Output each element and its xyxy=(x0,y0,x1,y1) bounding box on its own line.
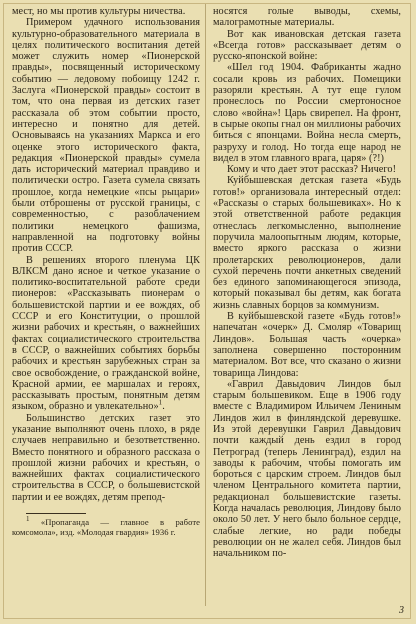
left-column xyxy=(12,6,200,537)
paragraph: Примером удачного использования культурно-образовательного материала в целях политического воспитания детей может служить номер «Пионерской правды», посвященный историческому событию — ледовому побоищу 1242 г. Заслуга «Пионерской правды» состоит в том, что она первая из детских газет рассказала об этом событии просто, интересно и понятно для детей. Основываясь на указаниях Маркса и его оценке этого исторического факта, редакция «Пионерской правды» сумела дать исторический материал правдиво и политически остро. Газета сумела связать прошлое, когда немецкие «псы рыцари» были отброшены от русской границы, с современностью, с разоблачением политики немецкого фашизма, направленной на подготовку войны против СССР. xyxy=(12,17,200,255)
column-divider xyxy=(205,4,206,606)
footnote-text: «Пропаганда — главное в работе комсомола», изд. «Молодая гвардия» 1936 г. xyxy=(12,517,200,537)
page-number: 3 xyxy=(399,605,404,616)
quote-paragraph: «Гаврил Давыдович Линдов был старым большевиком. Еще в 1906 году вместе с Владимиром Ильичем Лениным Линдов жил в финляндской деревушке. Из этой деревушки Гаврил Давыдович почти каждый день ездил в город Петроград (теперь Ленинград), ездил на заводы к рабочим, чтобы помогать им бороться с царским строем. Линдов был членом Центрального комитета партии, редакционал большевистские газеты. Когда началась революция, Линдову было около 50 лет. У него было больное сердце, слабые легкие, но ради победы революции он не жалел себя. Линдов был начальником по- xyxy=(213,378,401,560)
footnote xyxy=(12,515,200,537)
paragraph: В куйбышевской газете «Будь готов!» напечатан «очерк» Д. Смоляр «Товарищ Линдов». Большая часть «очерка» заполнена совершенно посторонним материалом. Вот все, что сказано о жизни товарища Линдова: xyxy=(213,311,401,379)
paragraph: Вот как ивановская детская газета «Всегда готов» рассказывает детям о русско-японской войне: xyxy=(213,28,401,63)
paragraph: Куйбышевская детская газета «Будь готов!» организовала интересный отдел: «Рассказы о старых большевиках». Но к этой ответственной работе редакция отнеслась легкомысленно, выполнение поручила малоопытным людям, которые, вместо яркого рассказа о жизни пролетарских революционеров, дали сухой перечень почти анкетных сведений без единого запоминающегося эпизода, который показывал бы детям, как богата жизнь славных борцов за коммунизм. xyxy=(213,175,401,311)
paragraph xyxy=(12,255,200,413)
paragraph: Большинство детских газет это указание выполняют очень плохо, в ряде случаев неправильно и безответственно. Вместо понятного и образного рассказа о прошлой жизни рабочих и крестьян, о важнейших фактах социалистического строительства в СССР, о большевистской партии и ее вождях, детям препод- xyxy=(12,412,200,503)
quote-text: В решениях второго пленума ЦК ВЛКСМ дано ясное и четкое указание о политико-воспитательной работе среди пионеров: «Рассказывать пионерам о большевистской партии и ее вождях, об СССР и его Конституции, о прошлой жизни рабочих и крестьян, о важнейших фактах социалистического строительства в СССР, о важнейших событиях борьбы рабочих и крестьян зарубежных стран за свое освобождение, о гражданской войне, Красной армии, ее маршалах и героях, рассказывать простым, понятным детям языком, образно и увлекательно» xyxy=(12,254,200,413)
footnote-marker: 1 xyxy=(158,398,163,407)
footnote-marker: 1 xyxy=(26,515,30,524)
footnote-divider xyxy=(26,513,86,514)
quote-paragraph: «Шел год 1904. Фабриканты жадно сосали кровь из рабочих. Помещики разоряли крестьян. А тут еще гулом пронеслось по России смертоносное слово «война»! Царь свирепел. На фронт, в сырые окопы гнал он миллионы рабочих биться с японцами. Война несла смерть, разруху и голод. Но тогда еще народ не видел в этом главного врага, царя» (?!) xyxy=(213,62,401,164)
paragraph: носятся голые выводы, схемы, малограмотные материалы. xyxy=(213,6,401,29)
paragraph: мест, но мы против культуры ничества. xyxy=(12,6,186,17)
quote-end: . xyxy=(162,401,165,413)
paragraph: Кому и что дает этот рассказ? Ничего! xyxy=(227,164,397,176)
right-column xyxy=(213,6,401,560)
